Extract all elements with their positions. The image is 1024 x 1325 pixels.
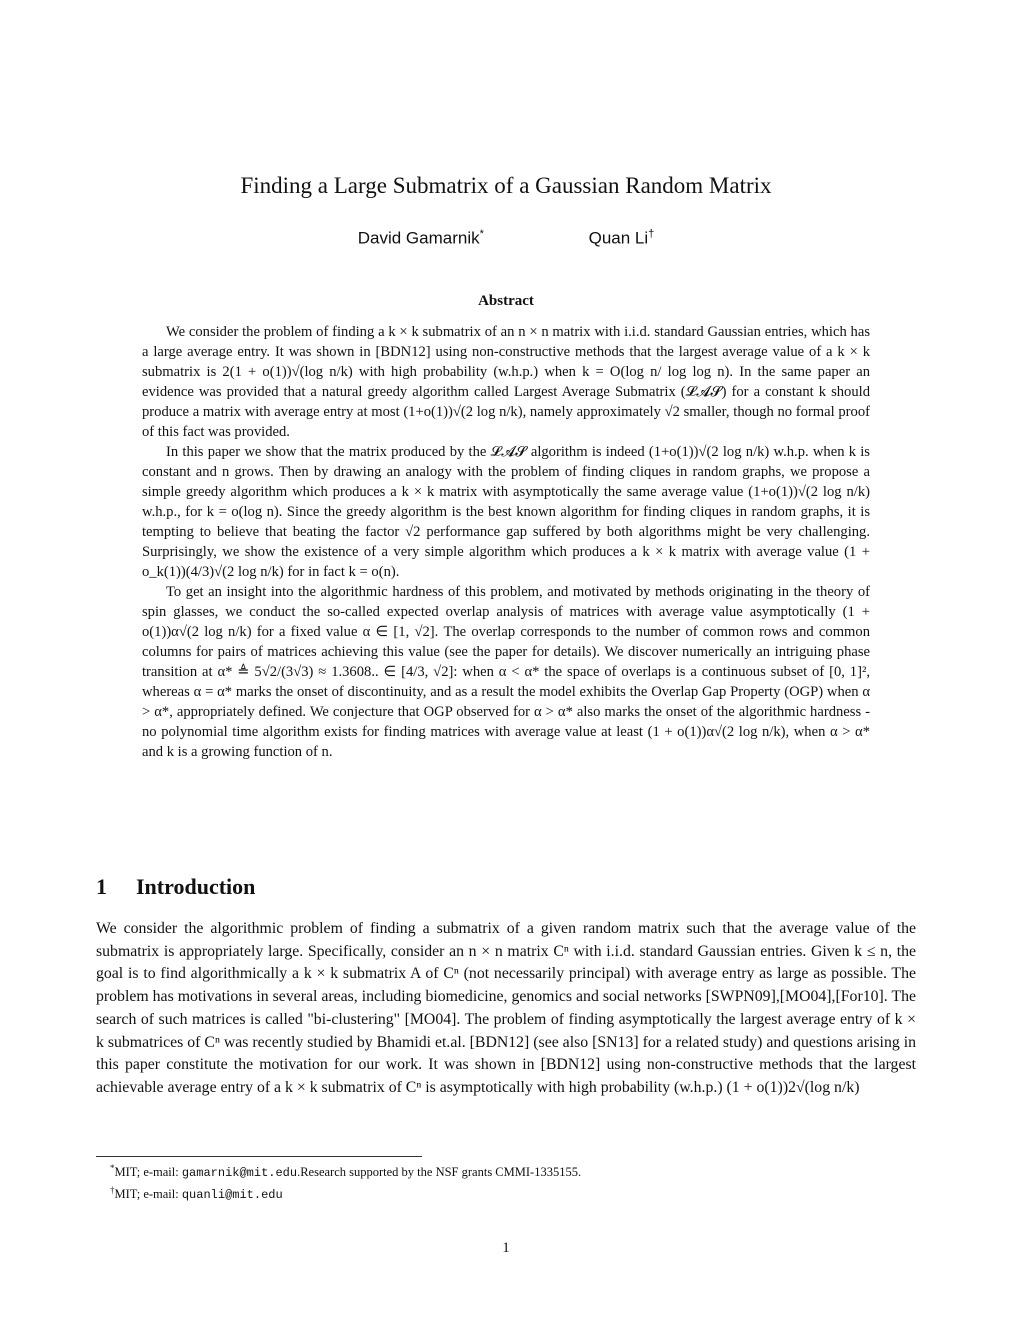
abstract-paragraph: We consider the problem of finding a k × k submatrix of an n × n matrix with i.i.d. standard Gaussian entries, which has a large average entry. It was shown in [BDN12] using non-constructive methods that the largest average value of a k × k submatrix is 2(1 + o(1))√(log n/k) with high probability (w.h.p.) when k = O(log n/ log log n). In the same paper an evidence was provided that a natural greedy algorithm called Largest Average Submatrix (𝓛𝓐𝓢) for a constant k should produce a matrix with average entry at most (1+o(1))√(2 log n/k), namely approximately √2 smaller, though no formal proof of this fact was provided. bbox=[142, 324, 870, 440]
author-name: Quan Li bbox=[588, 228, 649, 248]
intro-paragraph: We consider the algorithmic problem of finding a submatrix of a given random matrix such that the average value of the submatrix is appropriately large. Specifically, consider an n × n matrix Cⁿ with i.i.d. standard Gaussian entries. Given k ≤ n, the goal is to find algorithmically a k × k submatrix A of Cⁿ (not necessarily principal) with average entry as large as possible. The problem has motivations in several areas, including biomedicine, genomics and social networks [SWPN09],[MO04],[For10]. The search of such matrices is called "bi-clustering" [MO04]. The problem of finding asymptotically the largest average entry of k × k submatrices of Cⁿ was recently studied by Bhamidi et.al. [BDN12] (see also [SN13] for a related study) and questions arising in this paper constitute the motivation for our work. It was shown in [BDN12] using non-constructive methods that the largest achievable average entry of a k × k submatrix of Cⁿ is asymptotically with high probability (w.h.p.) (1 + o(1))2√(log n/k) bbox=[96, 920, 916, 1096]
abstract-heading: Abstract bbox=[478, 293, 534, 309]
footnote-mark: † bbox=[110, 1185, 115, 1196]
email-link[interactable]: quanli@mit.edu bbox=[181, 1188, 283, 1203]
author-list bbox=[0, 228, 1012, 249]
abstract-paragraph: To get an insight into the algorithmic hardness of this problem, and motivated by methods originating in the theory of spin glasses, we conduct the so-called expected overlap analysis of matrices with average value asymptotically (1 + o(1))α√(2 log n/k) for a fixed value α ∈ [1, √2]. The overlap corresponds to the number of common rows and common columns for pairs of matrices achieving this value (see the paper for details). We discover numerically an intriguing phase transition at α* ≜ 5√2/(3√3) ≈ 1.3608.. ∈ [4/3, √2]: when α < α* the space of overlaps is a continuous subset of [0, 1]², whereas α = α* marks the onset of discontinuity, and as a result the model exhibits the Overlap Gap Property (OGP) when α > α*, appropriately defined. We conjecture that OGP observed for α > α* also marks the onset of the algorithmic hardness - no polynomial time algorithm exists for finding matrices with average value at least (1 + o(1))α√(2 log n/k), when α > α* and k is a growing function of n. bbox=[142, 584, 870, 760]
footnote-text: MIT; e-mail: bbox=[114, 1165, 182, 1180]
footnote bbox=[96, 1182, 916, 1204]
footnote-text: MIT; e-mail: bbox=[114, 1187, 182, 1202]
author-footnote-mark[interactable]: † bbox=[648, 228, 655, 240]
author-name: David Gamarnik bbox=[357, 228, 480, 248]
email-link[interactable]: gamarnik@mit.edu bbox=[181, 1166, 298, 1181]
abstract-paragraph: In this paper we show that the matrix produced by the 𝓛𝓐𝓢 algorithm is indeed (1+o(1))√(2 log n/k) w.h.p. when k is constant and n grows. Then by drawing an analogy with the problem of finding cliques in random graphs, we propose a simple greedy algorithm which produces a k × k matrix with asymptotically the same average value (1+o(1))√(2 log n/k) w.h.p., for k = o(log n). Since the greedy algorithm is the best known algorithm for finding cliques in random graphs, it is tempting to believe that beating the factor √2 performance gap suffered by both algorithms might be very challenging. Surprisingly, we show the existence of a very simple algorithm which produces a k × k matrix with average value (1 + o_k(1))(4/3)√(2 log n/k) for in fact k = o(n). bbox=[142, 444, 870, 580]
section-title: Introduction bbox=[136, 874, 256, 899]
page-number: 1 bbox=[502, 1240, 510, 1256]
footnotes bbox=[96, 1160, 916, 1204]
arxiv-stamp bbox=[16, 340, 76, 960]
introduction-body bbox=[96, 918, 916, 1100]
abstract-body bbox=[142, 322, 870, 762]
footnote-mark: * bbox=[110, 1163, 115, 1173]
footnote bbox=[96, 1160, 916, 1182]
section-heading bbox=[96, 874, 255, 900]
footnote-text-rest: .Research supported by the NSF grants CMMI-1335155. bbox=[297, 1165, 582, 1180]
paper-title: Finding a Large Submatrix of a Gaussian Random Matrix bbox=[240, 173, 772, 198]
section-number: 1 bbox=[96, 874, 107, 899]
footnote-rule bbox=[96, 1156, 422, 1157]
author-footnote-mark[interactable]: * bbox=[479, 228, 484, 240]
author bbox=[589, 228, 655, 249]
author bbox=[358, 228, 484, 249]
